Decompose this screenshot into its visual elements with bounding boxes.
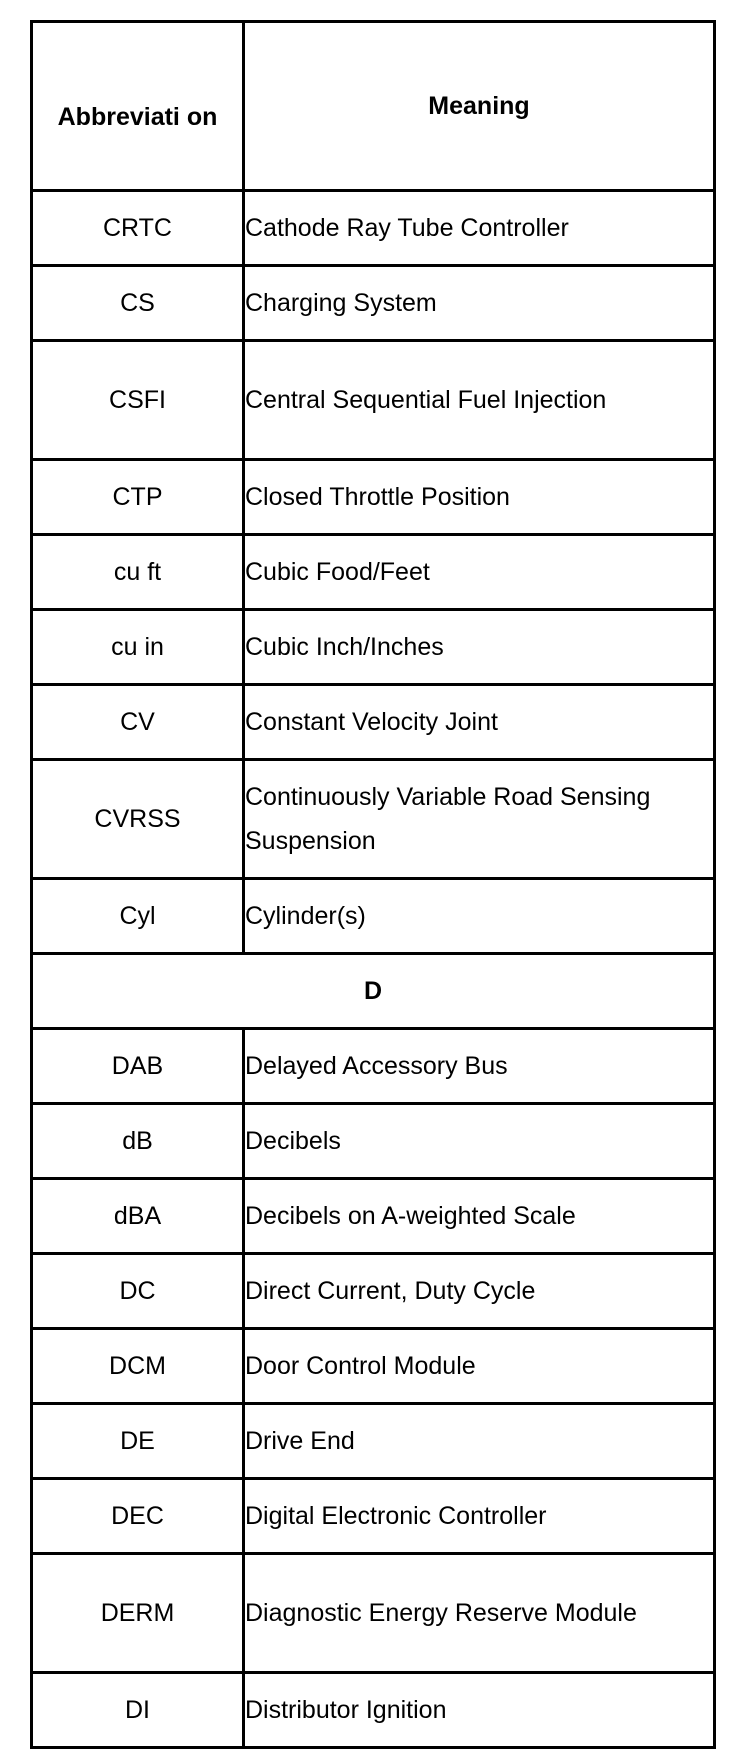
abbreviation-cell: DE (32, 1404, 244, 1479)
abbreviation-cell: DC (32, 1254, 244, 1329)
meaning-cell: Digital Electronic Controller (244, 1479, 715, 1554)
section-label: D (32, 954, 715, 1029)
abbreviation-cell: CVRSS (32, 760, 244, 879)
table-row (32, 460, 715, 535)
abbreviation-cell: DEC (32, 1479, 244, 1554)
abbreviation-cell: DAB (32, 1029, 244, 1104)
table-row (32, 1479, 715, 1554)
meaning-cell: Cubic Food/Feet (244, 535, 715, 610)
header-meaning: Meaning (244, 22, 715, 191)
abbreviation-cell: DI (32, 1673, 244, 1748)
meaning-cell: Decibels on A-weighted Scale (244, 1179, 715, 1254)
table-row (32, 1404, 715, 1479)
meaning-cell: Direct Current, Duty Cycle (244, 1254, 715, 1329)
meaning-cell: Cubic Inch/Inches (244, 610, 715, 685)
meaning-cell: Continuously Variable Road Sensing Suspension (244, 760, 715, 879)
abbreviation-cell: dB (32, 1104, 244, 1179)
meaning-cell: Door Control Module (244, 1329, 715, 1404)
abbreviation-cell: CS (32, 266, 244, 341)
meaning-cell: Decibels (244, 1104, 715, 1179)
table-row (32, 191, 715, 266)
table-row (32, 879, 715, 954)
table-row (32, 610, 715, 685)
abbreviation-cell: dBA (32, 1179, 244, 1254)
table-row (32, 535, 715, 610)
meaning-cell: Constant Velocity Joint (244, 685, 715, 760)
table-row (32, 1254, 715, 1329)
header-abbreviation: Abbreviati on (32, 22, 244, 191)
meaning-cell: Closed Throttle Position (244, 460, 715, 535)
meaning-cell: Central Sequential Fuel Injection (244, 341, 715, 460)
table-header-row (32, 22, 715, 191)
abbreviation-cell: cu ft (32, 535, 244, 610)
meaning-cell: Delayed Accessory Bus (244, 1029, 715, 1104)
table-row (32, 1329, 715, 1404)
table-row (32, 685, 715, 760)
abbreviation-cell: Cyl (32, 879, 244, 954)
abbreviation-cell: CSFI (32, 341, 244, 460)
table-row (32, 266, 715, 341)
abbreviation-cell: CV (32, 685, 244, 760)
abbreviation-table (30, 20, 716, 1749)
meaning-cell: Drive End (244, 1404, 715, 1479)
section-row (32, 954, 715, 1029)
meaning-cell: Cylinder(s) (244, 879, 715, 954)
abbreviation-cell: DERM (32, 1554, 244, 1673)
abbreviation-cell: cu in (32, 610, 244, 685)
meaning-cell: Cathode Ray Tube Controller (244, 191, 715, 266)
table-row (32, 1554, 715, 1673)
abbreviation-cell: CTP (32, 460, 244, 535)
abbreviation-cell: DCM (32, 1329, 244, 1404)
table-row (32, 760, 715, 879)
meaning-cell: Charging System (244, 266, 715, 341)
meaning-cell: Distributor Ignition (244, 1673, 715, 1748)
abbreviation-cell: CRTC (32, 191, 244, 266)
table-row (32, 1179, 715, 1254)
table-row (32, 1029, 715, 1104)
table-row (32, 341, 715, 460)
table-row (32, 1104, 715, 1179)
meaning-cell: Diagnostic Energy Reserve Module (244, 1554, 715, 1673)
table-row (32, 1673, 715, 1748)
